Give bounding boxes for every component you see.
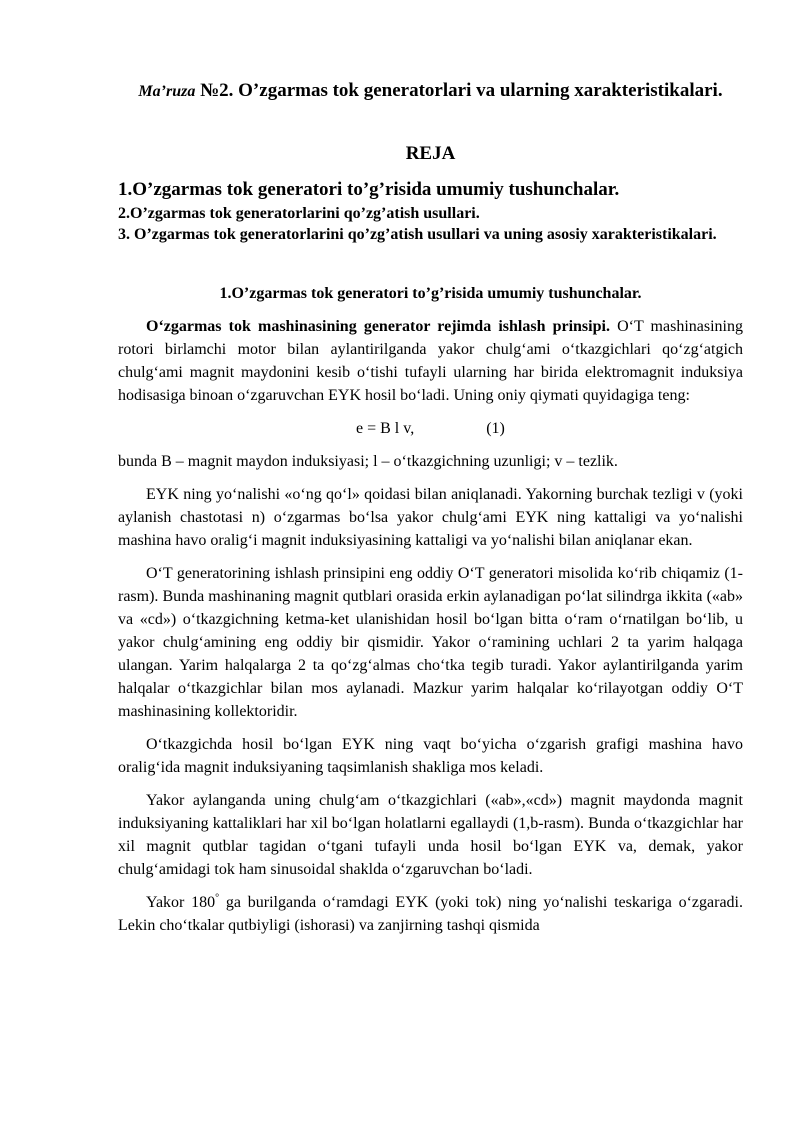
- paragraph-3: EYK ning yo‘nalishi «o‘ng qo‘l» qoidasi bilan aniqlanadi. Yakorning burchak tezligi v (yoki aylanish chastotasi n) o‘zgarmas bo‘lsa yakor chulg‘ami EYK ning kattaligi va yo‘nalishi mashina havo oralig‘i magnit induksiyasining kattaligi va yo‘nalishi bilan aniqlanar ekan.: [118, 486, 743, 549]
- plan-heading: REJA: [405, 143, 456, 164]
- lecture-prefix: Ma’ruza: [138, 83, 196, 100]
- paragraph-2: bunda B – magnit maydon induksiyasi; l – o‘tkazgichning uzunligi; v – tezlik.: [118, 453, 618, 470]
- paragraph-1-text: O‘T mashinasining rotori birlamchi motor bilan aylantirilganda yakor chulg‘ami o‘tkazgichlari qo‘zg‘atgich chulg‘ami magnit maydonini kesib o‘tishi tufayli ularning har birida elektromagnit induksiya hodisasiga binoan o‘zgaruvchan EYK hosil bo‘ladi. Uning oniy qiymati quyidagiga teng:: [118, 318, 743, 404]
- paragraph-1-bold: O‘zgarmas tok mashinasining generator rejimda ishlash prinsipi.: [146, 318, 610, 335]
- paragraph-7: [118, 891, 743, 937]
- paragraph-7-text: ga burilganda o‘ramdagi EYK (yoki tok) ning yo‘nalishi teskariga o‘zgaradi. Lekin cho‘tkalar qutbiyligi (ishorasi) va zanjirning tashqi qismida: [118, 894, 743, 934]
- paragraph-7-start: Yakor 180: [146, 894, 216, 911]
- plan-item-1: 1.O’zgarmas tok generatori to’g’risida umumiy tushunchalar.: [118, 179, 620, 200]
- lecture-title-text: O’zgarmas tok generatorlari va ularning xarakteristikalari.: [233, 80, 723, 101]
- formula-number: (1): [486, 420, 505, 437]
- plan-item-2: 2.O’zgarmas tok generatorlarini qo’zg’atish usullari.: [118, 205, 480, 222]
- degree-sign: °: [215, 892, 220, 904]
- plan-item-3: 3. O’zgarmas tok generatorlarini qo’zg’atish usullari va uning asosiy xarakteristikalari.: [118, 226, 717, 243]
- document-body: [118, 315, 743, 947]
- formula-line: [118, 417, 743, 440]
- paragraph-1: [118, 315, 743, 407]
- paragraph-4: O‘T generatorining ishlash prinsipini eng oddiy O‘T generatori misolida ko‘rib chiqamiz (1-rasm). Bunda mashinaning magnit qutblari orasida erkin aylanadigan po‘lat silindrga ikkita («ab» va «cd») o‘tkazgichning ketma-ket ulanishidan hosil bo‘lgan bitta o‘ram o‘rnatilgan bo‘lib, u yakor chulg‘amining eng oddiy bir qismidir. Yakor o‘ramining uchlari 2 ta yarim halqaga ulangan. Yarim halqalarga 2 ta qo‘zg‘almas cho‘tka tegib turadi. Yakor aylantirilganda yarim halqalar o‘tkazgichlar bilan mos aylanadi. Mazkur yarim halqalar ko‘rilayotgan oddiy O‘T mashinasining kollektoridir.: [118, 565, 743, 720]
- lecture-title: [118, 78, 743, 104]
- formula: e = B l v,: [356, 420, 415, 437]
- paragraph-6: Yakor aylanganda uning chulg‘am o‘tkazgichlari («ab»,«cd») magnit maydonda magnit induksiyaning kattaliklari har xil bo‘lgan holatlarni egallaydi (1,b-rasm). Bunda o‘tkazgichlar har xil magnit qutblar tagidan o‘tgani tufayli unda hosil bo‘lgan EYK va, demak, yakor chulg‘amidagi tok ham sinusoidal shaklda o‘zgaruvchan bo‘ladi.: [118, 792, 743, 878]
- plan-list: [118, 177, 743, 245]
- lecture-number: №2.: [195, 80, 234, 101]
- section-heading: 1.O’zgarmas tok generatori to’g’risida umumiy tushunchalar.: [219, 285, 642, 302]
- paragraph-5: O‘tkazgichda hosil bo‘lgan EYK ning vaqt bo‘yicha o‘zgarish grafigi mashina havo oralig‘ida magnit induksiyaning taqsimlanish shakliga mos keladi.: [118, 736, 743, 776]
